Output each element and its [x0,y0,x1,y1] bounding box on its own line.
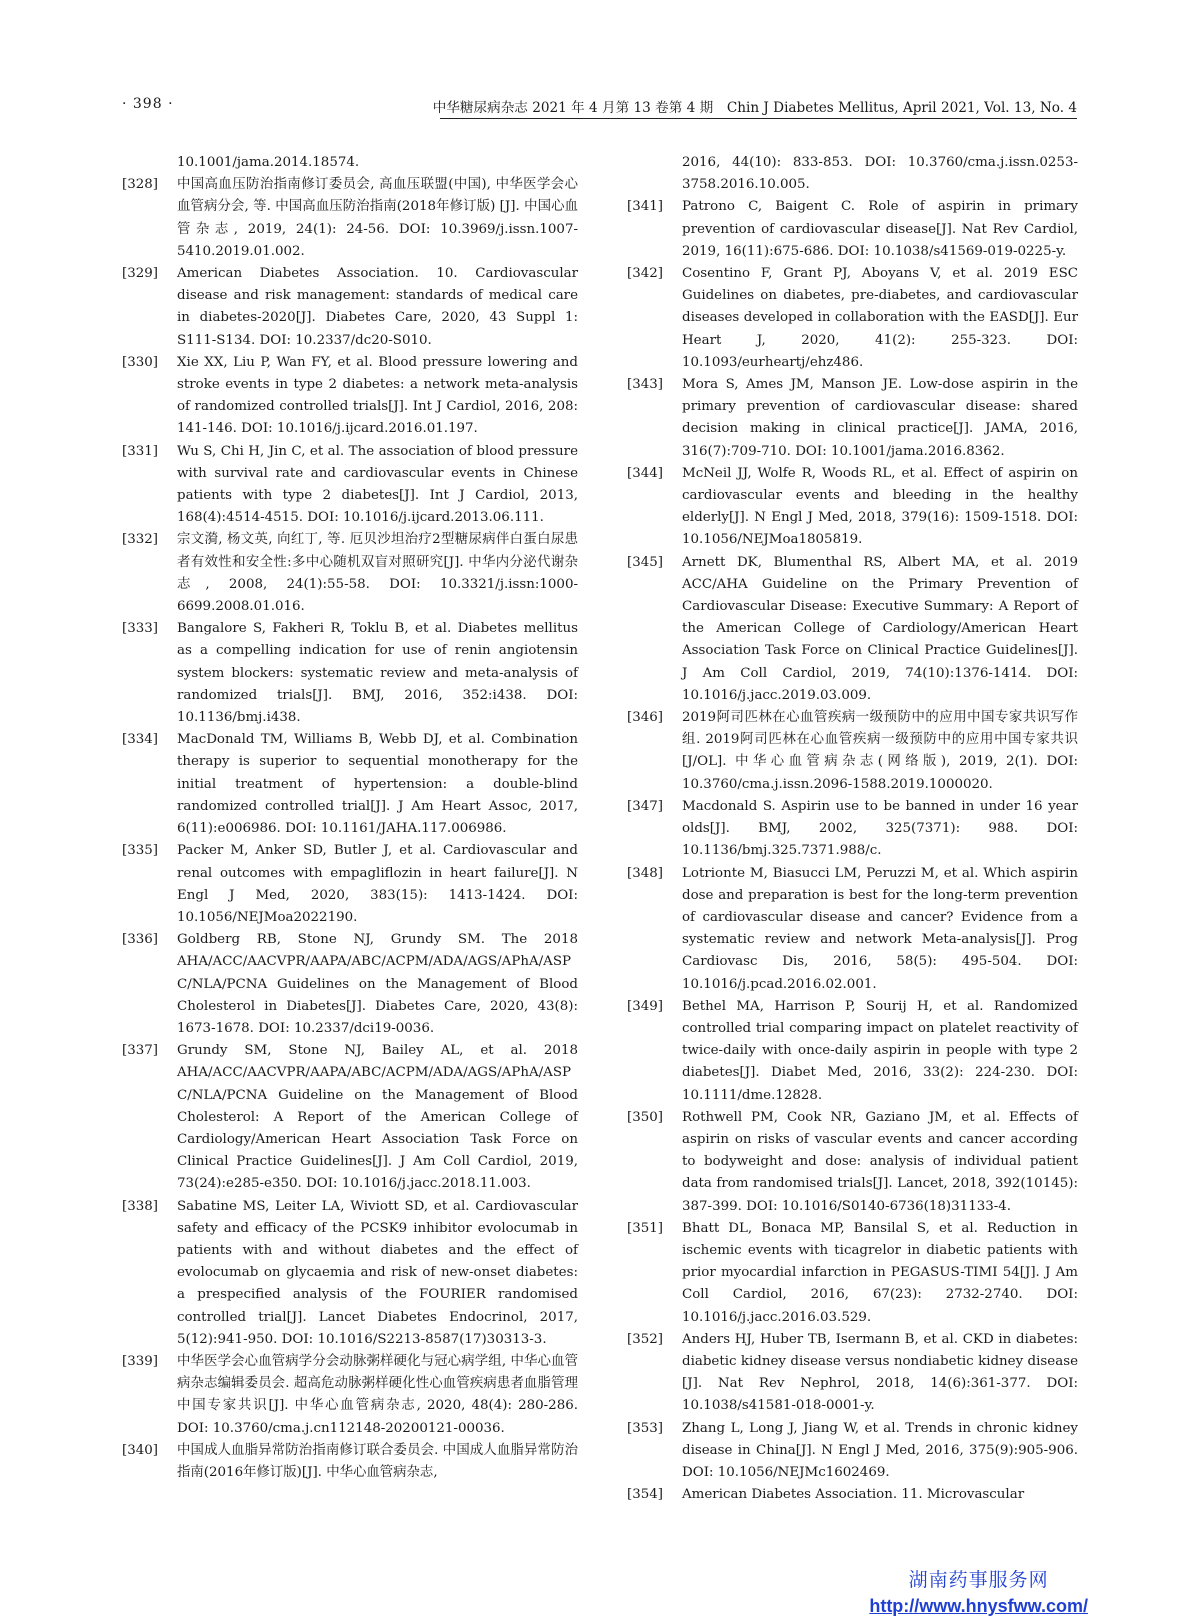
reference-text: McNeil JJ, Wolfe R, Woods RL, et al. Effect of aspirin on cardiovascular events and bleeding in the healthy elderly[J]. N Engl J Med, 2018, 379(16): 1509-1518. DOI: 10.1056/NEJMoa1805819. [682,465,1078,548]
reference-text: Rothwell PM, Cook NR, Gaziano JM, et al. Effects of aspirin on risks of vascular events and cancer according to bodyweight and dose: analysis of individual patient data from randomised trials[J]. Lancet, 2018, 392(10145): 387-399. DOI: 10.1016/S0140-6736(18)31133-4. [682,1109,1078,1214]
reference-text: Macdonald S. Aspirin use to be banned in under 16 year olds[J]. BMJ, 2002, 325(7371): 988. DOI: 10.1136/bmj.325.7371.988/c. [682,798,1078,859]
reference-text: Xie XX, Liu P, Wan FY, et al. Blood pressure lowering and stroke events in type 2 diabetes: a network meta-analysis of randomized controlled trials[J]. Int J Cardiol, 2016, 208: 141-146. DOI: 10.1016/j.ijcard.2016.01.197. [177,354,578,437]
reference-entry [122,152,578,174]
reference-number: [345] [627,554,664,570]
reference-entry [627,374,1078,463]
reference-entry [122,1040,578,1195]
reference-number: [343] [627,377,664,393]
reference-text: Lotrionte M, Biasucci LM, Peruzzi M, et al. Which aspirin dose and preparation is best for the long-term prevention of cardiovascular disease and cancer? Evidence from a systematic review and network Meta-analysis[J]. Prog Cardiovasc Dis, 2016, 58(5): 495-504. DOI: 10.1016/j.pcad.2016.02.001. [682,865,1078,992]
reference-entry [627,996,1078,1107]
reference-text: 2019阿司匹林在心血管疾病一级预防中的应用中国专家共识写作组. 2019阿司匹林在心血管疾病一级预防中的应用中国专家共识[J/OL]. 中华心血管病杂志(网络版), 2019, 2(1). DOI: 10.3760/cma.j.issn.2096-1588.2019.1000020. [682,710,1078,792]
reference-entry [122,1440,578,1484]
reference-text: 中国高血压防治指南修订委员会, 高血压联盟(中国), 中华医学会心血管病分会, 等. 中国高血压防治指南(2018年修订版) [J]. 中国心血管杂志, 2019, 24(1): 24-56. DOI: 10.3969/j.issn.1007-5410.2019.01.002. [177,177,578,259]
reference-text: Sabatine MS, Leiter LA, Wiviott SD, et al. Cardiovascular safety and efficacy of the PCSK9 inhibitor evolocumab in patients with and without diabetes and the effect of evolocumab on glycaemia and risk of new-onset diabetes: a prespecified analysis of the FOURIER randomised controlled trial[J]. Lancet Diabetes Endocrinol, 2017, 5(12):941-950. DOI: 10.1016/S2213-8587(17)30313-3. [177,1198,578,1347]
reference-number: [352] [627,1331,664,1347]
reference-number: [346] [627,710,664,726]
reference-number: [353] [627,1420,664,1436]
reference-text: 中国成人血脂异常防治指南修订联合委员会. 中国成人血脂异常防治指南(2016年修订版)[J]. 中华心血管病杂志, [177,1442,578,1480]
header-rule [440,118,1077,119]
reference-entry [627,707,1078,796]
reference-entry [122,529,578,618]
watermark-site-name: 湖南药事服务网 [908,1569,1049,1591]
reference-number: [336] [122,932,159,948]
reference-text: Mora S, Ames JM, Manson JE. Low-dose aspirin in the primary prevention of cardiovascular disease: shared decision making in clinical practice[J]. JAMA, 2016, 316(7):709-710. DOI: 10.1001/jama.2016.8362. [682,377,1078,459]
reference-text: Arnett DK, Blumenthal RS, Albert MA, et al. 2019 ACC/AHA Guideline on the Primary Prevention of Cardiovascular Disease: Executive Summary: A Report of the American College of Cardiology/American Heart Association Task Force on Clinical Practice Guidelines[J]. J Am Coll Cardiol, 2019, 74(10):1376-1414. DOI: 10.1016/j.jacc.2019.03.009. [682,554,1078,703]
reference-number: [351] [627,1220,664,1236]
reference-entry [627,1484,1078,1506]
reference-text: Packer M, Anker SD, Butler J, et al. Cardiovascular and renal outcomes with empagliflozin in heart failure[J]. N Engl J Med, 2020, 383(15): 1413-1424. DOI: 10.1056/NEJMoa2022190. [177,843,578,925]
reference-number: [340] [122,1442,159,1458]
watermark-url-link[interactable]: http://www.hnysfww.com/ [869,1596,1088,1616]
reference-entry [122,929,578,1040]
reference-entry [627,863,1078,996]
reference-entry [627,1418,1078,1485]
reference-text: Wu S, Chi H, Jin C, et al. The association of blood pressure with survival rate and cardiovascular events in Chinese patients with type 2 diabetes[J]. Int J Cardiol, 2013, 168(4):4514-4515. DOI: 10.1016/j.ijcard.2013.06.111. [177,443,578,526]
reference-number: [349] [627,998,664,1014]
reference-entry [627,463,1078,552]
page-number: · 398 · [122,96,174,112]
reference-text: 10.1001/jama.2014.18574. [177,155,360,170]
reference-entry [627,796,1078,863]
reference-number: [328] [122,177,159,193]
reference-entry [122,1351,578,1440]
reference-number: [348] [627,865,664,881]
reference-entry [122,263,578,352]
reference-number: [338] [122,1198,159,1214]
reference-number: [331] [122,443,159,459]
reference-text: Cosentino F, Grant PJ, Aboyans V, et al. 2019 ESC Guidelines on diabetes, pre-diabetes, and cardiovascular diseases developed in collaboration with the EASD[J]. Eur Heart J, 2020, 41(2): 255-323. DOI: 10.1093/eurheartj/ehz486. [682,266,1078,370]
reference-number: [332] [122,532,159,548]
reference-entry [122,352,578,441]
running-header [0,96,1200,120]
reference-text: 中华医学会心血管病学分会动脉粥样硬化与冠心病学组, 中华心血管病杂志编辑委员会. 超高危动脉粥样硬化性心血管疾病患者血脂管理中国专家共识[J]. 中华心血管病杂志, 2020, 48(4): 280-286. DOI: 10.3760/cma.j.cn112148-20200121-00036. [177,1353,578,1436]
reference-number: [341] [627,199,664,215]
reference-entry [627,1218,1078,1329]
reference-text: 宗文漪, 杨文英, 向红丁, 等. 厄贝沙坦治疗2型糖尿病伴白蛋白尿患者有效性和安全性:多中心随机双盲对照研究[J]. 中华内分泌代谢杂志, 2008, 24(1):55-58. DOI: 10.3321/j.issn:1000-6699.2008.01.016. [177,532,578,615]
reference-number: [335] [122,843,159,859]
reference-number: [339] [122,1353,159,1369]
reference-entry [122,441,578,530]
reference-number: [337] [122,1043,159,1059]
reference-column-right [627,152,1078,1506]
reference-entry [627,196,1078,263]
reference-entry [122,729,578,840]
reference-entry [122,174,578,263]
reference-number: [347] [627,798,664,814]
reference-text: Anders HJ, Huber TB, Isermann B, et al. CKD in diabetes: diabetic kidney disease versus nondiabetic kidney disease [J]. Nat Rev Nephrol, 2018, 14(6):361-377. DOI: 10.1038/s41581-018-0001-y. [682,1331,1078,1414]
reference-number: [342] [627,266,664,282]
reference-number: [333] [122,621,159,637]
reference-text: Bhatt DL, Bonaca MP, Bansilal S, et al. Reduction in ischemic events with ticagrelor in diabetic patients with prior myocardial infarction in PEGASUS-TIMI 54[J]. J Am Coll Cardiol, 2016, 67(23): 2732-2740. DOI: 10.1016/j.jacc.2016.03.529. [682,1220,1078,1325]
reference-text: Bethel MA, Harrison P, Sourij H, et al. Randomized controlled trial comparing impact on platelet reactivity of twice-daily with once-daily aspirin in people with type 2 diabetes[J]. Diabet Med, 2016, 33(2): 224-230. DOI: 10.1111/dme.12828. [682,998,1078,1103]
reference-number: [350] [627,1109,664,1125]
reference-number: [344] [627,465,664,481]
journal-citation-header: 中华糖尿病杂志 2021 年 4 月第 13 卷第 4 期 Chin J Diabetes Mellitus, April 2021, Vol. 13, No. 4 [432,100,1077,116]
watermark [869,1565,1088,1617]
reference-text: 2016, 44(10): 833-853. DOI: 10.3760/cma.j.issn.0253-3758.2016.10.005. [682,155,1078,193]
reference-number: [330] [122,354,159,370]
reference-text: Goldberg RB, Stone NJ, Grundy SM. The 2018 AHA/ACC/AACVPR/AAPA/ABC/ACPM/ADA/AGS/APhA/ASPC/NLA/PCNA Guidelines on the Management of Blood Cholesterol in Diabetes[J]. Diabetes Care, 2020, 43(8): 1673-1678. DOI: 10.2337/dci19-0036. [177,932,578,1036]
reference-number: [334] [122,732,159,748]
reference-entry [627,1329,1078,1418]
reference-text: MacDonald TM, Williams B, Webb DJ, et al. Combination therapy is superior to sequential monotherapy for the initial treatment of hypertension: a double-blind randomized controlled trial[J]. J Am Heart Assoc, 2017, 6(11):e006986. DOI: 10.1161/JAHA.117.006986. [177,732,578,837]
reference-number: [329] [122,266,159,282]
reference-text: Grundy SM, Stone NJ, Bailey AL, et al. 2018 AHA/ACC/AACVPR/AAPA/ABC/ACPM/ADA/AGS/APhA/ASPC/NLA/PCNA Guideline on the Management of Blood Cholesterol: A Report of the American College of Cardiology/American Heart Association Task Force on Clinical Practice Guidelines[J]. J Am Coll Cardiol, 2019, 73(24):e285-e350. DOI: 10.1016/j.jacc.2018.11.003. [177,1043,578,1192]
reference-entry [627,552,1078,707]
reference-entry [627,152,1078,196]
reference-number: [354] [627,1487,664,1503]
reference-entry [627,1107,1078,1218]
reference-text: Patrono C, Baigent C. Role of aspirin in primary prevention of cardiovascular disease[J]. Nat Rev Cardiol, 2019, 16(11):675-686. DOI: 10.1038/s41569-019-0225-y. [682,199,1078,259]
reference-entry [122,840,578,929]
reference-text: Zhang L, Long J, Jiang W, et al. Trends in chronic kidney disease in China[J]. N Engl J Med, 2016, 375(9):905-906. DOI: 10.1056/NEJMc1602469. [682,1420,1078,1480]
reference-entry [627,263,1078,374]
reference-column-left [122,152,578,1484]
reference-text: Bangalore S, Fakheri R, Toklu B, et al. Diabetes mellitus as a compelling indication for use of renin angiotensin system blockers: systematic review and meta-analysis of randomized trials[J]. BMJ, 2016, 352:i438. DOI: 10.1136/bmj.i438. [177,621,578,726]
reference-text: American Diabetes Association. 11. Microvascular [682,1487,1025,1503]
reference-entry [122,1196,578,1351]
reference-text: American Diabetes Association. 10. Cardiovascular disease and risk management: standards of medical care in diabetes-2020[J]. Diabetes Care, 2020, 43 Suppl 1: S111-S134. DOI: 10.2337/dc20-S010. [177,266,578,348]
reference-entry [122,618,578,729]
